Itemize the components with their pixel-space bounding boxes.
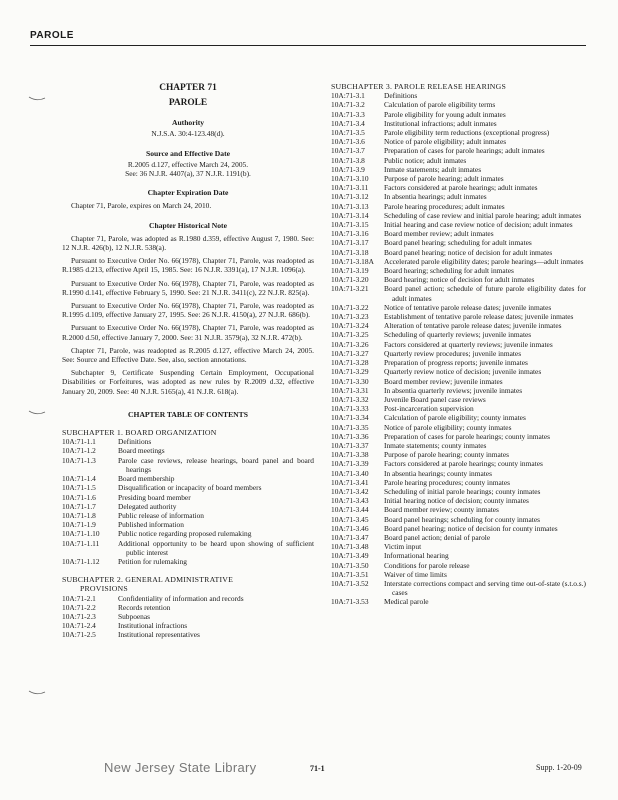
- section-number: 10A:71-3.31: [331, 385, 369, 395]
- section-title: Board member review; county inmates: [384, 505, 499, 515]
- library-watermark: New Jersey State Library: [104, 760, 257, 775]
- section-number: 10A:71-3.3: [331, 109, 365, 119]
- section-number: 10A:71-1.4: [62, 474, 96, 484]
- toc-entry: [331, 119, 586, 128]
- toc-entry: [331, 312, 586, 321]
- toc-entry: [62, 456, 314, 474]
- section-title: Purpose of parole hearing; adult inmates: [384, 174, 504, 184]
- section-title: Delegated authority: [118, 501, 177, 511]
- section-number: 10A:71-3.43: [331, 496, 369, 506]
- toc-entry: [331, 192, 586, 201]
- toc-entry: [62, 511, 314, 520]
- section-title: Initial hearing and case review notice of decision; adult inmates: [384, 220, 573, 230]
- toc-entry: [331, 183, 586, 192]
- toc-entry: [331, 220, 586, 229]
- toc-entry: [331, 202, 586, 211]
- section-title: Definitions: [118, 437, 152, 447]
- toc-entry: [331, 248, 586, 257]
- section-number: 10A:71-3.38: [331, 450, 369, 460]
- toc-entry: [331, 487, 586, 496]
- section-title: Institutional infractions; adult inmates: [384, 118, 497, 128]
- section-title: Notice of parole eligibility; county inmates: [384, 422, 512, 432]
- section-number: 10A:71-1.6: [62, 492, 96, 502]
- section-title: Factors considered at quarterly reviews; juvenile inmates: [384, 339, 553, 349]
- section-title: Waiver of time limits: [384, 569, 447, 579]
- section-number: 10A:71-3.10: [331, 174, 369, 184]
- source-line: See: 36 N.J.R. 4407(a), 37 N.J.R. 1191(b).: [125, 169, 251, 179]
- toc-entry: [331, 349, 586, 358]
- section-number: 10A:71-3.14: [331, 210, 369, 220]
- toc-entry: [331, 128, 586, 137]
- toc-entry: [331, 496, 586, 505]
- section-title: Board member review; juvenile inmates: [384, 376, 503, 386]
- section-number: 10A:71-2.1: [62, 593, 96, 603]
- toc-entry: [331, 570, 586, 579]
- section-number: 10A:71-3.26: [331, 339, 369, 349]
- subchapter-title: SUBCHAPTER 2. GENERAL ADMINISTRATIVE: [62, 575, 234, 585]
- section-number: 10A:71-3.53: [331, 597, 369, 607]
- margin-mark-icon: [28, 96, 46, 102]
- section-title: Alteration of tentative parole release dates; juvenile inmates: [384, 321, 562, 331]
- toc-entry: [331, 469, 586, 478]
- section-number: 10A:71-3.50: [331, 560, 369, 570]
- section-title: Public release of information: [118, 510, 204, 520]
- section-number: 10A:71-3.24: [331, 321, 369, 331]
- toc-entry: [62, 520, 314, 529]
- section-title: Board panel hearing; notice of decision for adult inmates: [384, 247, 553, 257]
- section-number: 10A:71-3.47: [331, 532, 369, 542]
- section-title: Factors considered at parole hearings; county inmates: [384, 459, 543, 469]
- section-number: 10A:71-1.1: [62, 437, 96, 447]
- toc-entry: [331, 423, 586, 432]
- toc-entry: [331, 330, 586, 339]
- section-number: 10A:71-3.52: [331, 578, 369, 588]
- section-title: Board hearing; notice of decision for adult inmates: [384, 275, 535, 285]
- section-number: 10A:71-3.4: [331, 118, 365, 128]
- section-number: 10A:71-1.12: [62, 556, 100, 566]
- toc-entry: [331, 542, 586, 551]
- toc-entry: [62, 603, 314, 612]
- toc-heading: CHAPTER TABLE OF CONTENTS: [128, 409, 248, 419]
- section-title: Medical parole: [384, 597, 429, 607]
- section-number: 10A:71-1.7: [62, 501, 96, 511]
- expiration-heading: Chapter Expiration Date: [147, 188, 229, 198]
- toc-entry: [62, 483, 314, 492]
- section-number: 10A:71-3.8: [331, 155, 365, 165]
- section-title: Notice of parole eligibility; adult inmates: [384, 137, 507, 147]
- toc-entry: [62, 502, 314, 511]
- toc-entry: [331, 303, 586, 312]
- toc-entry: [62, 474, 314, 483]
- chapter-number: CHAPTER 71: [159, 83, 217, 93]
- margin-mark-icon: [28, 690, 46, 696]
- toc-entry: [331, 340, 586, 349]
- section-number: 10A:71-1.10: [62, 529, 100, 539]
- toc-entry: [331, 404, 586, 413]
- section-title: Board panel hearings; scheduling for county inmates: [384, 514, 540, 524]
- toc-entry: [331, 524, 586, 533]
- section-number: 10A:71-3.12: [331, 192, 369, 202]
- section-title: Definitions: [384, 91, 418, 101]
- toc-entry: [62, 446, 314, 455]
- section-number: 10A:71-2.5: [62, 630, 96, 640]
- section-number: 10A:71-3.16: [331, 229, 369, 239]
- section-number: 10A:71-3.17: [331, 238, 369, 248]
- section-number: 10A:71-3.27: [331, 348, 369, 358]
- section-title: Parole case reviews, release hearings, board panel and board hearings: [118, 455, 314, 474]
- section-title: Calculation of parole eligibility; county inmates: [384, 413, 526, 423]
- section-number: 10A:71-3.30: [331, 376, 369, 386]
- section-title: Board panel action; schedule of future parole eligibility dates for adult inmates: [384, 284, 586, 303]
- section-number: 10A:71-3.51: [331, 569, 369, 579]
- section-title: Inmate statements; county inmates: [384, 440, 487, 450]
- toc-entry: [331, 432, 586, 441]
- section-title: Scheduling of case review and initial parole hearing; adult inmates: [384, 210, 582, 220]
- section-number: 10A:71-1.9: [62, 520, 96, 530]
- toc-list: [62, 437, 314, 566]
- section-number: 10A:71-3.7: [331, 146, 365, 156]
- toc-entry: [331, 579, 586, 597]
- section-number: 10A:71-3.36: [331, 431, 369, 441]
- section-number: 10A:71-1.8: [62, 510, 96, 520]
- section-title: Petition for rulemaking: [118, 556, 187, 566]
- section-number: 10A:71-3.9: [331, 164, 365, 174]
- toc-entry: [331, 211, 586, 220]
- toc-entry: [331, 551, 586, 560]
- toc-entry: [331, 450, 586, 459]
- section-title: Board membership: [118, 474, 175, 484]
- section-number: 10A:71-3.39: [331, 459, 369, 469]
- toc-entry: [331, 395, 586, 404]
- history-heading: Chapter Historical Note: [149, 220, 227, 230]
- toc-entry: [331, 257, 586, 266]
- section-number: 10A:71-3.5: [331, 128, 365, 138]
- section-title: Conditions for parole release: [384, 560, 470, 570]
- section-number: 10A:71-3.11: [331, 183, 369, 193]
- supplement-date: Supp. 1-20-09: [536, 763, 582, 772]
- toc-entry: [62, 529, 314, 538]
- section-title: Informational hearing: [384, 551, 449, 561]
- section-title: Public notice; adult inmates: [384, 155, 467, 165]
- section-title: Board hearing; scheduling for adult inmates: [384, 266, 514, 276]
- toc-entry: [331, 597, 586, 606]
- toc-entry: [331, 91, 586, 100]
- section-title: Board meetings: [118, 446, 165, 456]
- authority-heading: Authority: [171, 118, 205, 128]
- section-number: 10A:71-3.34: [331, 413, 369, 423]
- section-title: Notice of tentative parole release dates; juvenile inmates: [384, 302, 552, 312]
- subchapter-heading: [331, 82, 586, 91]
- toc-entry: [331, 561, 586, 570]
- section-title: Subpoenas: [118, 611, 151, 621]
- source-heading: Source and Effective Date: [145, 148, 230, 158]
- toc-list: [62, 594, 314, 640]
- section-number: 10A:71-2.2: [62, 602, 96, 612]
- toc-entry: [62, 493, 314, 502]
- section-number: 10A:71-3.45: [331, 514, 369, 524]
- section-number: 10A:71-3.15: [331, 220, 369, 230]
- toc-entry: [331, 137, 586, 146]
- history-paragraph: Chapter 71, Parole, was readopted as R.2005 d.127, effective March 24, 2005. See: Source and Effective Date. See, also, section annotations.: [62, 345, 314, 365]
- section-number: 10A:71-3.29: [331, 367, 369, 377]
- toc-entry: [331, 146, 586, 155]
- history-paragraph: Subchapter 9, Certificate Suspending Certain Employment, Occupational Disabilities or Forfeitures, was adopted as new rules by R.2009 d.32, effective January 20, 2009. See: 40 N.J.R. 5165(a), 41 N.J.R. 618(a).: [62, 368, 314, 396]
- section-title: Post-incarceration supervision: [384, 404, 474, 414]
- toc-entry: [331, 505, 586, 514]
- toc-entry: [331, 367, 586, 376]
- header-rule: [30, 45, 586, 46]
- section-title: Factors considered at parole hearings; adult inmates: [384, 183, 538, 193]
- toc-entry: [62, 594, 314, 603]
- running-header: PAROLE: [30, 30, 74, 41]
- section-number: 10A:71-3.35: [331, 422, 369, 432]
- section-title: Interstate corrections compact and serving time out-of-state (s.t.o.s.) cases: [384, 578, 586, 598]
- section-number: 10A:71-3.25: [331, 330, 369, 340]
- toc-entry: [331, 238, 586, 247]
- section-number: 10A:71-3.49: [331, 551, 369, 561]
- section-number: 10A:71-3.6: [331, 137, 365, 147]
- page-number: 71-1: [310, 764, 325, 773]
- section-number: 10A:71-3.20: [331, 275, 369, 285]
- expiration-text: Chapter 71, Parole, expires on March 24, 2010.: [71, 201, 212, 211]
- section-title: Board panel hearing; notice of decision for county inmates: [384, 523, 558, 533]
- toc-entry: [331, 459, 586, 468]
- section-number: 10A:71-3.13: [331, 201, 369, 211]
- toc-entry: [331, 441, 586, 450]
- toc-entry: [331, 165, 586, 174]
- toc-entry: [331, 156, 586, 165]
- section-number: 10A:71-3.40: [331, 468, 369, 478]
- section-title: Institutional representatives: [118, 630, 200, 640]
- section-title: Initial hearing notice of decision; county inmates: [384, 496, 529, 506]
- section-title: Preparation of cases for parole hearings; adult inmates: [384, 146, 545, 156]
- section-number: 10A:71-3.33: [331, 404, 369, 414]
- section-title: Presiding board member: [118, 492, 191, 502]
- toc-entry: [331, 110, 586, 119]
- section-number: 10A:71-3.42: [331, 486, 369, 496]
- section-number: 10A:71-3.46: [331, 523, 369, 533]
- section-title: Board panel hearing; scheduling for adult inmates: [384, 238, 532, 248]
- section-number: 10A:71-3.2: [331, 100, 365, 110]
- section-title: Quarterly review procedures; juvenile inmates: [384, 348, 522, 358]
- source-line: R.2005 d.127, effective March 24, 2005.: [127, 159, 249, 169]
- authority-text: N.J.S.A. 30:4-123.48(d).: [151, 129, 225, 139]
- section-title: In absentia hearings; county inmates: [384, 468, 492, 478]
- section-number: 10A:71-3.18: [331, 247, 369, 257]
- section-number: 10A:71-3.18A: [331, 256, 374, 266]
- section-number: 10A:71-1.3: [62, 455, 96, 465]
- toc-entry: [331, 413, 586, 422]
- subchapter-title: SUBCHAPTER 3. PAROLE RELEASE HEARINGS: [331, 82, 506, 91]
- toc-entry: [62, 621, 314, 630]
- section-number: 10A:71-1.5: [62, 483, 96, 493]
- toc-entry: [331, 229, 586, 238]
- section-title: In absentia hearings; adult inmates: [384, 192, 487, 202]
- section-title: Calculation of parole eligibility terms: [384, 100, 496, 110]
- section-title: Board panel action; denial of parole: [384, 532, 491, 542]
- section-title: Preparation of progress reports; juvenile inmates: [384, 358, 528, 368]
- toc-entry: [62, 630, 314, 639]
- section-title: Victim input: [384, 542, 422, 552]
- section-title: Disqualification or incapacity of board members: [118, 483, 262, 493]
- history-paragraph: Pursuant to Executive Order No. 66(1978), Chapter 71, Parole, was readopted as R.1995 d.109, effective January 27, 1995. See: 26 N.J.R. 4150(a), 27 N.J.R. 686(b).: [62, 301, 314, 320]
- toc-entry: [331, 321, 586, 330]
- section-title: Board member review; adult inmates: [384, 229, 494, 239]
- history-paragraph: Chapter 71, Parole, was adopted as R.1980 d.359, effective August 7, 1980. See: 12 N.J.R. 426(b), 12 N.J.R. 538(a).: [62, 233, 314, 253]
- section-title: Purpose of parole hearing; county inmates: [384, 450, 509, 460]
- section-title: In absentia quarterly reviews; juvenile inmates: [384, 385, 523, 395]
- toc-entry: [331, 284, 586, 302]
- toc-entry: [331, 100, 586, 109]
- section-title: Juvenile Board panel case reviews: [384, 394, 486, 404]
- section-title: Additional opportunity to be heard upon showing of sufficient public interest: [118, 538, 314, 557]
- section-title: Institutional infractions: [118, 621, 188, 631]
- section-title: Records retention: [118, 602, 171, 612]
- subchapter-heading: [62, 575, 314, 593]
- section-number: 10A:71-3.48: [331, 542, 369, 552]
- toc-entry: [62, 539, 314, 557]
- section-number: 10A:71-2.3: [62, 611, 96, 621]
- section-title: Inmate statements; adult inmates: [384, 164, 482, 174]
- section-title: Public notice regarding proposed rulemaking: [118, 529, 252, 539]
- history-paragraph: Pursuant to Executive Order No. 66(1978), Chapter 71, Parole, was readopted as R.1985 d.213, effective April 15, 1985. See: 16 N.J.R. 3391(a), 17 N.J.R. 1096(a).: [62, 256, 314, 275]
- section-title: Scheduling of initial parole hearings; county inmates: [384, 486, 541, 496]
- toc-entry: [62, 612, 314, 621]
- toc-entry: [331, 358, 586, 367]
- subchapter-heading: [62, 428, 314, 437]
- left-column: [62, 82, 314, 640]
- section-number: 10A:71-2.4: [62, 621, 96, 631]
- section-number: 10A:71-3.44: [331, 505, 369, 515]
- section-title: Published information: [118, 520, 184, 530]
- section-title: Parole eligibility term reductions (exceptional progress): [384, 128, 550, 138]
- section-number: 10A:71-3.23: [331, 312, 369, 322]
- section-title: Scheduling of quarterly reviews; juvenile inmates: [384, 330, 532, 340]
- subchapter-title: SUBCHAPTER 1. BOARD ORGANIZATION: [62, 428, 217, 438]
- section-title: Accelerated parole eligibility dates; parole hearings—adult inmates: [384, 256, 584, 266]
- section-title: Parole eligibility for young adult inmates: [384, 109, 506, 119]
- section-number: 10A:71-3.32: [331, 394, 369, 404]
- toc-entry: [331, 174, 586, 183]
- toc-list: [331, 91, 586, 606]
- section-title: Preparation of cases for parole hearings; county inmates: [384, 431, 551, 441]
- right-column: [331, 82, 586, 607]
- section-number: 10A:71-1.2: [62, 446, 96, 456]
- history-paragraph: Pursuant to Executive Order No. 66(1978), Chapter 71, Parole, was readopted as R.2000 d.50, effective January 7, 2000. See: 31 N.J.R. 3579(a), 32 N.J.R. 472(b).: [62, 323, 314, 342]
- toc-entry: [331, 386, 586, 395]
- toc-entry: [62, 437, 314, 446]
- toc-entry: [331, 478, 586, 487]
- section-number: 10A:71-3.1: [331, 91, 365, 101]
- subchapter-title-cont: PROVISIONS: [80, 584, 128, 594]
- toc-entry: [331, 533, 586, 542]
- section-number: 10A:71-3.19: [331, 266, 369, 276]
- section-title: Establishment of tentative parole release dates; juvenile inmates: [384, 312, 574, 322]
- section-title: Confidentiality of information and records: [118, 593, 244, 603]
- section-number: 10A:71-3.21: [331, 284, 369, 294]
- toc-entry: [331, 515, 586, 524]
- section-title: Quarterly review notice of decision; juvenile inmates: [384, 367, 542, 377]
- section-number: 10A:71-3.41: [331, 477, 369, 487]
- section-number: 10A:71-3.37: [331, 440, 369, 450]
- toc-entry: [331, 266, 586, 275]
- margin-mark-icon: [28, 410, 46, 416]
- section-title: Parole hearing procedures; adult inmates: [384, 201, 505, 211]
- section-title: Parole hearing procedures; county inmates: [384, 477, 511, 487]
- toc-entry: [331, 377, 586, 386]
- section-number: 10A:71-3.22: [331, 302, 369, 312]
- toc-entry: [331, 275, 586, 284]
- chapter-title: PAROLE: [168, 98, 208, 108]
- history-paragraph: Pursuant to Executive Order No. 66(1978), Chapter 71, Parole, was readopted as R.1990 d.141, effective February 5, 1990. See: 21 N.J.R. 3411(c), 22 N.J.R. 825(a).: [62, 278, 314, 297]
- section-number: 10A:71-1.11: [62, 538, 100, 548]
- section-number: 10A:71-3.28: [331, 358, 369, 368]
- toc-entry: [62, 557, 314, 566]
